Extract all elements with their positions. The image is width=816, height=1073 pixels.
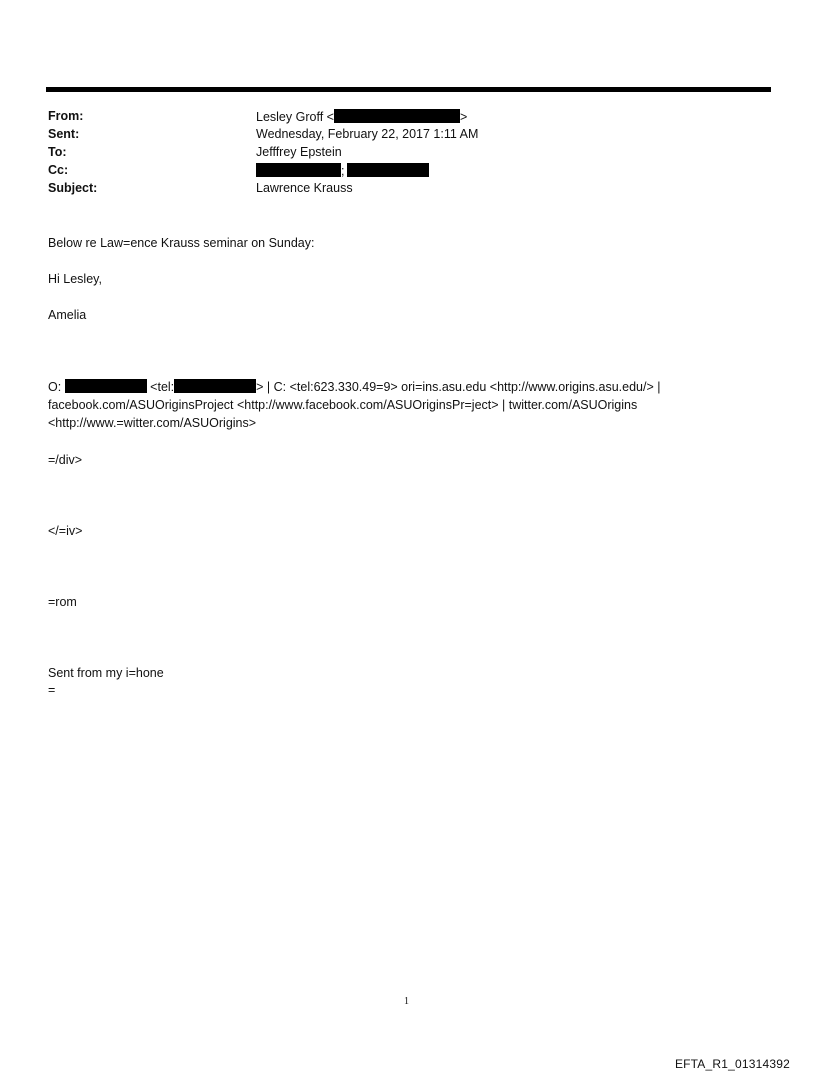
body-div-close-2: </=iv> [48,524,83,538]
cc-separator: ; [341,164,345,178]
body-sent-from: Sent from my i=hone [48,666,164,680]
bates-number: EFTA_R1_01314392 [674,1057,790,1071]
redaction-box [347,163,429,177]
signature-line-1 [48,379,660,396]
header-rule [46,87,771,92]
body-line-intro: Below re Law=ence Krauss seminar on Sunday: [48,236,315,250]
from-value [256,109,467,124]
sig-tel-open: <tel: [150,380,175,394]
to-value: Jefffrey Epstein [256,145,342,159]
from-close: > [459,110,468,124]
body-line-signature-name: Amelia [48,308,87,322]
page-number: 1 [404,996,409,1007]
subject-label: Subject: [48,181,98,195]
body-line-greeting: Hi Lesley, [48,272,102,286]
redaction-box [334,109,460,123]
cc-value [256,163,429,178]
sig-o-label: O: [48,380,62,394]
signature-line-2: facebook.com/ASUOriginsProject <http://www.facebook.com/ASUOriginsPr=ject> | twitter.com/ASUOrigins [48,398,638,412]
body-div-close: =/div> [48,453,83,467]
subject-value: Lawrence Krauss [256,181,353,195]
from-label: From: [48,109,84,123]
sent-value: Wednesday, February 22, 2017 1:11 AM [256,127,479,141]
body-rom: =rom [48,595,77,609]
sig-rest: > | C: <tel:623.330.49=9> ori=ins.asu.edu <http://www.origins.asu.edu/> | [256,380,661,394]
from-name: Lesley Groff < [256,110,334,124]
redaction-box [65,379,147,393]
redaction-box [174,379,256,393]
to-label: To: [48,145,67,159]
sent-label: Sent: [48,127,80,141]
body-equals: = [48,683,56,697]
redaction-box [256,163,341,177]
signature-line-3: <http://www.=witter.com/ASUOrigins> [48,416,257,430]
cc-label: Cc: [48,163,69,177]
